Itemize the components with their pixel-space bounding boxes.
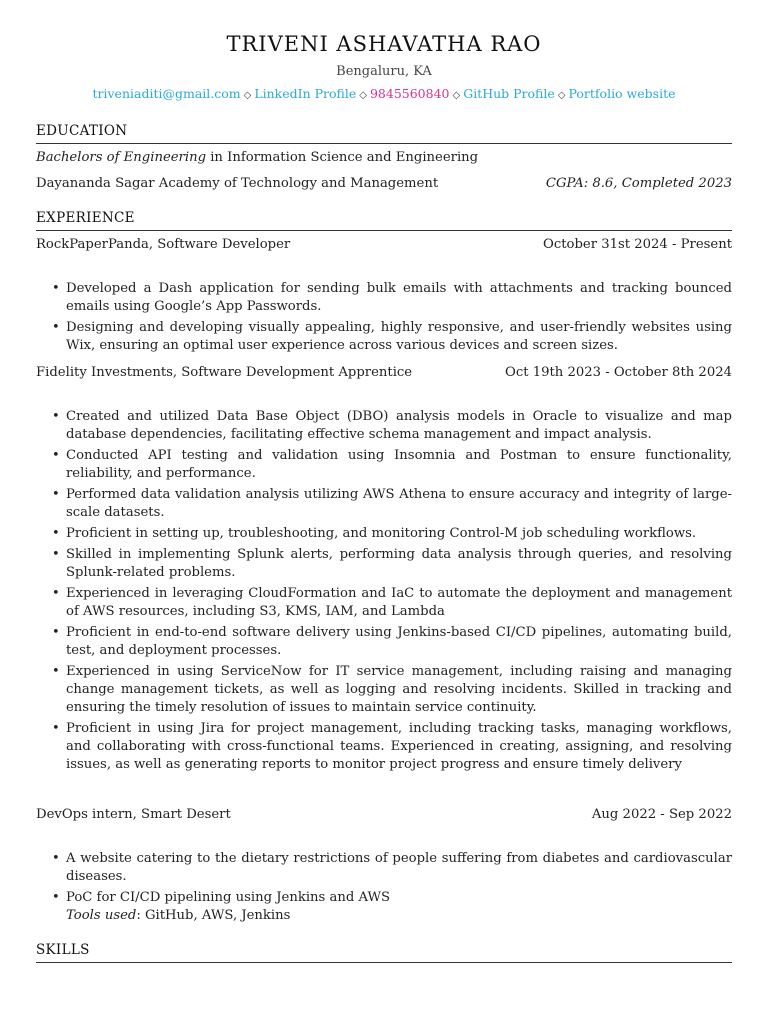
bullet-item: • Performed data validation analysis utilizing AWS Athena to ensure accuracy and integrity of large-scale datasets. [66,486,732,522]
bullet-item [66,889,732,925]
diamond-separator-icon: ◇ [557,90,566,101]
experience-heading: EXPERIENCE [36,210,732,231]
job-role: RockPaperPanda, Software Developer [36,237,291,252]
bullet-item: • Proficient in setting up, troubleshooting, and monitoring Control-M job scheduling workflows. [66,525,732,543]
bullet-item: • Designing and developing visually appealing, highly responsive, and user-friendly websites using Wix, ensuring an optimal user experience across various devices and screen sizes. [66,319,732,355]
job-bullets [66,408,732,777]
education-grade: CGPA: 8.6, Completed 2023 [545,176,732,191]
portfolio-link[interactable]: Portfolio website [568,86,676,101]
job-role: DevOps intern, Smart Desert [36,807,231,822]
job-header [36,236,732,254]
linkedin-link[interactable]: LinkedIn Profile [254,86,357,101]
candidate-name: TRIVENI ASHAVATHA RAO [226,32,542,56]
job-dates: October 31st 2024 - Present [543,237,732,252]
contact-line [36,86,732,101]
education-heading: EDUCATION [36,123,732,144]
institution-name: Dayananda Sagar Academy of Technology and Management [36,176,439,191]
job-bullets [66,850,732,928]
bullet-item: • Experienced in using ServiceNow for IT service management, including raising and managing change management tickets, as well as logging and resolving incidents. Skilled in tracking and ensuring the timely resolution of issues to maintain service continuity. [66,663,732,717]
github-link[interactable]: GitHub Profile [463,86,555,101]
diamond-separator-icon: ◇ [452,90,461,101]
tools-label: Tools used [66,908,137,923]
job-dates: Aug 2022 - Sep 2022 [591,807,732,822]
degree-name: Bachelors of Engineering [36,150,207,165]
diamond-separator-icon: ◇ [243,90,252,101]
diamond-separator-icon: ◇ [359,90,367,101]
bullet-item: • Proficient in using Jira for project management, including tracking tasks, managing workflows, and collaborating with cross-functional teams. Experienced in creating, assigning, and resolving issues, as well as generating reports to monitor project progress and ensure timely delivery [66,720,732,774]
job-header [36,806,732,824]
job-role: Fidelity Investments, Software Development Apprentice [36,365,413,380]
education-degree [36,149,732,167]
phone-link[interactable]: 9845560840 [369,86,450,101]
bullet-item: • Experienced in leveraging CloudFormation and IaC to automate the deployment and management of AWS resources, including S3, KMS, IAM, and Lambda [66,585,732,621]
education-institution-row [36,175,732,193]
bullet-item: • Conducted API testing and validation using Insomnia and Postman to ensure functionality, reliability, and performance. [66,447,732,483]
bullet-item: • A website catering to the dietary restrictions of people suffering from diabetes and cardiovascular diseases. [66,850,732,886]
bullet-item: • Created and utilized Data Base Object (DBO) analysis models in Oracle to visualize and map database dependencies, facilitating effective schema management and impact analysis. [66,408,732,444]
tools-value: : GitHub, AWS, Jenkins [136,908,291,923]
bullet-text: PoC for CI/CD pipelining using Jenkins and AWS [66,890,391,905]
job-header [36,364,732,382]
candidate-location: Bengaluru, KA [336,64,432,79]
skills-heading: SKILLS [36,942,732,963]
job-dates: Oct 19th 2023 - October 8th 2024 [505,365,732,380]
degree-field: in Information Science and Engineering [206,150,479,165]
bullet-item: • Developed a Dash application for sending bulk emails with attachments and tracking bounced emails using Google’s App Passwords. [66,280,732,316]
email-link[interactable]: triveniaditi@gmail.com [92,86,241,101]
job-bullets [66,280,732,358]
bullet-item: • Skilled in implementing Splunk alerts, performing data analysis through queries, and resolving Splunk-related problems. [66,546,732,582]
bullet-item: • Proficient in end-to-end software delivery using Jenkins-based CI/CD pipelines, automating build, test, and deployment processes. [66,624,732,660]
